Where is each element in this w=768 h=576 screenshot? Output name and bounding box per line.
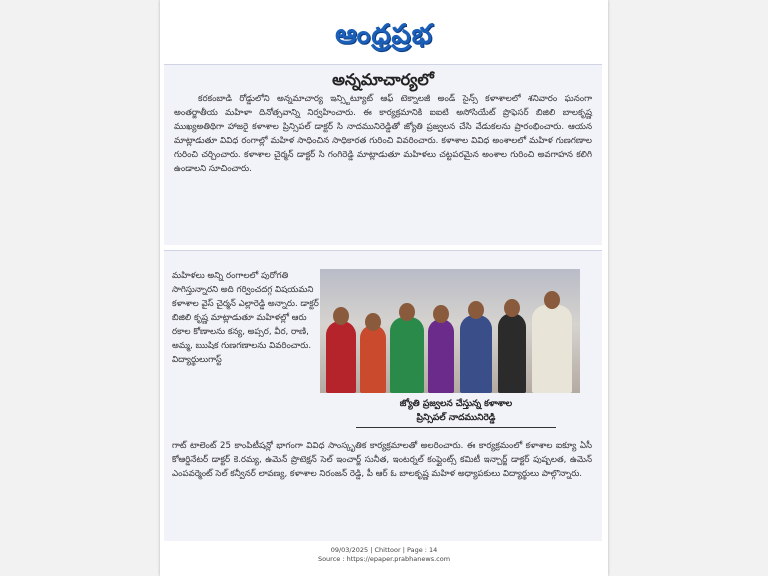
- photo-person: [498, 313, 526, 393]
- photo-person-head: [433, 305, 449, 323]
- page-footer: [160, 546, 608, 564]
- newspaper-page: [160, 0, 608, 576]
- photo-caption: [356, 397, 556, 428]
- photo-person: [360, 325, 386, 393]
- article-paragraph: కరకంబాడి రోడ్డులోని అన్నమాచార్య ఇన్స్టిట్యూట్ ఆఫ్ టెక్నాలజీ అండ్ సైన్స్ కళాశాలలో శనివారం ఘనంగా అంతర్జాతీయ మహిళా దినోత్సవాన్ని నిర్వహించారు. ఈ కార్యక్రమానికి ఐఐటి అసోసియేట్ ప్రొఫెసర్ బిజిలి బాలకృష్ణ ముఖ్యఅతిథిగా హాజరై కళాశాల ప్రిన్సిపల్ డాక్టర్ సి నాదమునిరెడ్డితో జ్యోతి ప్రజ్వలన చేసి వేడుకలను ప్రారంభించారు. ఆయన మాట్లాడుతూ వివిధ రంగాల్లో మహిళ సాధించిన సాధికారత గురించి వివరించారు. కళాశాల వివిధ అంశాలలో మహిళ గుణగణాల గురించి చర్చించారు. కళాశాల చైర్మన్ డాక్టర్ సి గంగిరెడ్డి మాట్లాడుతూ మహిళలు చట్టపరమైన అంశాల గురించి అవగాహన కలిగి ఉండాలని సూచించారు.: [174, 94, 592, 174]
- photo-person: [428, 319, 454, 393]
- photo-person-head: [544, 291, 560, 309]
- masthead: [160, 6, 608, 64]
- source-link: Source : https://epaper.prabhanews.com: [317, 555, 451, 563]
- photo-caption-line: ప్రిన్సిపల్ నాదమునిరెడ్డి: [416, 413, 496, 423]
- photo-person: [390, 317, 424, 393]
- photo-person: [326, 321, 356, 393]
- photo-person-head: [365, 313, 381, 331]
- article-clipping-top: [164, 64, 602, 245]
- event-photo: [320, 269, 580, 393]
- photo-caption-line: జ్యోతి ప్రజ్వలన చేస్తున్న కళాశాల: [399, 399, 513, 409]
- newspaper-logo: ఆంధ్రప్రభ: [335, 19, 433, 50]
- article-headline: అన్నమాచార్యలో: [332, 70, 434, 89]
- photo-person-head: [504, 299, 520, 317]
- photo-person-head: [333, 307, 349, 325]
- photo-person: [460, 315, 492, 393]
- photo-person-head: [399, 303, 415, 321]
- edition-info: 09/03/2025 | Chittoor | Page : 14: [330, 546, 438, 554]
- article-side-text: మహిళలు అన్ని రంగాలలో పురోగతి సాగిస్తున్నారని అది గర్వించదగ్గ విషయమని కళాశాల వైస్ చైర్మన్ ఎల్లారెడ్డి అన్నారు. డాక్టర్ బిజిలి కృష్ణ మాట్లాడుతూ మహిళల్లో ఆరు రకాల కోణాలను కన్య, అప్సర, వీర, రాణి, అమ్మ, ఋషిక గుణగణాలను వివరించారు. విద్యార్థులుగాస్ట్: [172, 271, 319, 365]
- photo-person: [532, 305, 572, 393]
- article-bottom-text: గాట్ టాలెంట్ 25 కాంపిటీషన్లో భాగంగా వివిధ సాంస్కృతిక కార్యక్రమాలతో అలరించారు. ఈ కార్యక్రమంలో కళాశాల ఐక్యూ ఏసీ కోఆర్డినేటర్ డాక్టర్ కె.రమ్య, ఉమెన్ ప్రొటెక్షన్ సెల్ ఇంచార్జ్ సునీత, ఇంటర్నల్ కంప్లైంట్స్ కమిటీ ఇన్చార్జ్ డాక్టర్ పుష్పలత, ఉమెన్ ఎంపవర్మెంట్ సెల్ కన్వీనర్ లావణ్య, కళాశాల నిరంజన్ రెడ్డి, పీ ఆర్ ఓ బాలకృష్ణ మహిళ అధ్యాపకులు విద్యార్థులు పాల్గొన్నారు.: [172, 441, 592, 479]
- article-clipping-bottom: [164, 250, 602, 541]
- photo-person-head: [468, 301, 484, 319]
